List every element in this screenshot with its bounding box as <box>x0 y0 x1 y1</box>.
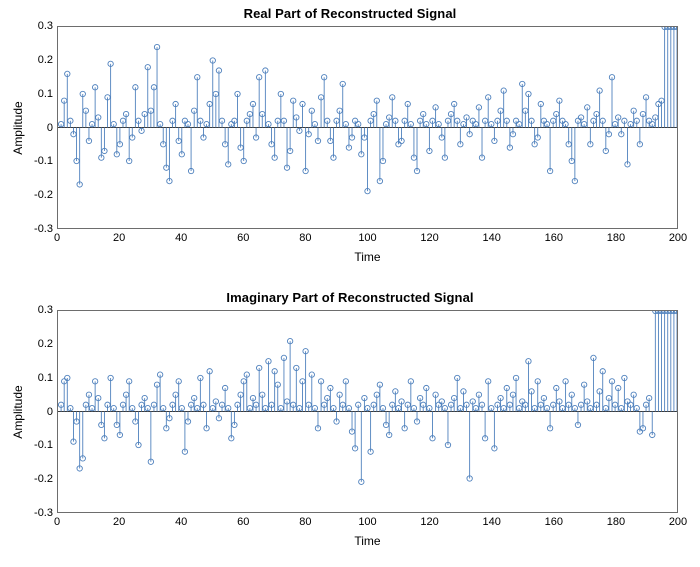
x-tick: 120 <box>420 516 439 528</box>
y-tick-labels-imag <box>4 304 53 519</box>
x-tick: 140 <box>482 232 501 244</box>
x-tick: 60 <box>237 516 250 528</box>
y-axis-title-real: Amplitude <box>11 101 25 155</box>
x-tick: 140 <box>482 516 501 528</box>
y-tick: 0 <box>46 405 53 418</box>
y-tick: 0.3 <box>37 20 53 32</box>
x-tick: 200 <box>668 232 688 244</box>
y-axis-title-imag: Amplitude <box>11 385 25 439</box>
x-tick: 180 <box>606 516 626 528</box>
chart-title-imag: Imaginary Part of Reconstructed Signal <box>226 290 474 305</box>
chart-title-real: Real Part of Reconstructed Signal <box>243 6 457 21</box>
y-tick-labels-real <box>4 20 53 235</box>
subplot-imag <box>0 284 700 567</box>
x-tick: 160 <box>544 516 563 528</box>
x-tick: 160 <box>544 232 563 244</box>
subplot-real <box>0 0 700 283</box>
y-tick: -0.3 <box>34 507 53 519</box>
x-tick: 100 <box>358 232 377 244</box>
x-tick-labels-imag <box>53 516 688 532</box>
x-tick: 20 <box>112 232 126 244</box>
plot-area-imag <box>57 310 678 513</box>
y-tick: -0.1 <box>34 439 53 452</box>
x-axis-title-imag: Time <box>354 534 381 548</box>
y-tick: -0.1 <box>34 155 53 168</box>
y-tick: -0.2 <box>34 189 53 202</box>
x-tick: 20 <box>112 516 126 528</box>
x-tick: 120 <box>420 232 439 244</box>
x-tick: 0 <box>53 516 61 528</box>
x-tick: 80 <box>299 516 312 528</box>
stem-plot-real <box>58 27 677 228</box>
y-tick: -0.2 <box>34 473 53 486</box>
x-axis-title-real: Time <box>354 250 381 264</box>
x-tick-labels-real <box>53 232 688 248</box>
y-tick: 0.3 <box>37 304 53 316</box>
plot-area-real <box>57 26 678 229</box>
y-tick: 0.1 <box>37 87 53 100</box>
x-tick: 0 <box>53 232 61 244</box>
y-tick: 0.2 <box>37 53 53 66</box>
y-tick: 0.1 <box>37 371 53 384</box>
x-tick: 40 <box>175 516 188 528</box>
stem-plot-imag <box>58 311 677 512</box>
x-tick: 100 <box>358 516 377 528</box>
x-tick: 40 <box>175 232 188 244</box>
x-tick: 60 <box>237 232 250 244</box>
y-tick: -0.3 <box>34 223 53 235</box>
x-tick: 200 <box>668 516 688 528</box>
x-tick: 80 <box>299 232 312 244</box>
y-tick: 0 <box>46 121 53 134</box>
x-tick: 180 <box>606 232 626 244</box>
y-tick: 0.2 <box>37 337 53 350</box>
